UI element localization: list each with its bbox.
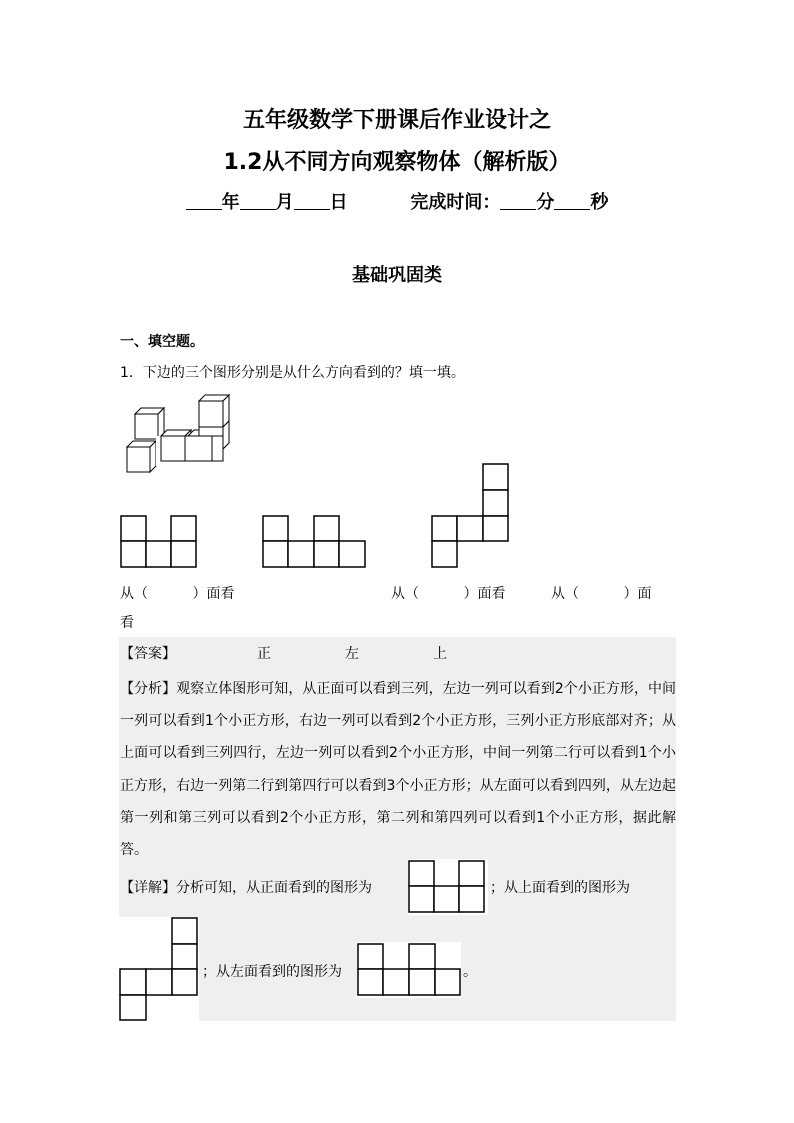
answer-left: 左 [345,646,359,662]
day-label: 日 [329,192,348,213]
view-b-label: 从（ ）面看 [391,586,506,602]
part-title: 一、填空题。 [120,334,204,350]
analysis-text: 【分析】观察立体图形可知，从正面可以看到三列，左边一列可以看到2个小正方形，中间一列可以看到1个小正方形，右边一列可以看到2个小正方形，三列小正方形底部对齐；从上面可以看到三列四行，左边一列可以看到2个小正方形，中间一列第二行可以看到1个小正方形，右边一列第二行到第四行可以看到3个小正方形；从左面可以看到四列，从左边起第一列和第三列可以看到2个小正方形，第二列和第四列可以看到1个小正方形，据此解答。 [120,681,676,859]
seconds-label: 秒 [590,192,609,213]
time-label: 完成时间： [410,192,501,213]
detail-top-figure [119,917,201,1023]
month-blank[interactable] [240,191,276,210]
view-b-figure [262,514,370,570]
year-blank[interactable] [186,191,222,210]
date-line [0,188,794,214]
detail-front-figure [408,859,488,915]
minutes-label: 分 [536,192,555,213]
answer-top: 上 [433,646,447,662]
detail-left-figure [357,942,463,998]
view-a-figure [120,514,200,570]
detail-part-4: 。 [463,964,477,980]
view-c-label: 从（ ）面 [551,586,652,602]
view-a-label: 从（ ）面看 [120,586,235,602]
month-label: 月 [275,192,294,213]
minutes-blank[interactable] [500,191,536,210]
section-title: 基础巩固类 [352,265,442,286]
question-text: 1．下边的三个图形分别是从什么方向看到的？填一填。 [120,365,465,381]
seconds-blank[interactable] [554,191,590,210]
detail-part-2: ；从上面看到的图形为 [490,880,630,896]
view-c-figure [431,462,513,570]
detail-part-3: ；从左面看到的图形为 [202,964,342,980]
cube-solid-figure [124,393,236,475]
answer-label: 【答案】 [120,646,176,662]
title-line-1: 五年级数学下册课后作业设计之 [242,108,551,133]
title-line-2: 1.2从不同方向观察物体（解析版） [223,150,571,175]
day-blank[interactable] [294,191,330,210]
answer-front: 正 [257,646,271,662]
year-label: 年 [221,192,240,213]
view-c-label-wrap: 看 [120,615,134,631]
detail-part-1: 【详解】分析可知，从正面看到的图形为 [120,880,372,896]
